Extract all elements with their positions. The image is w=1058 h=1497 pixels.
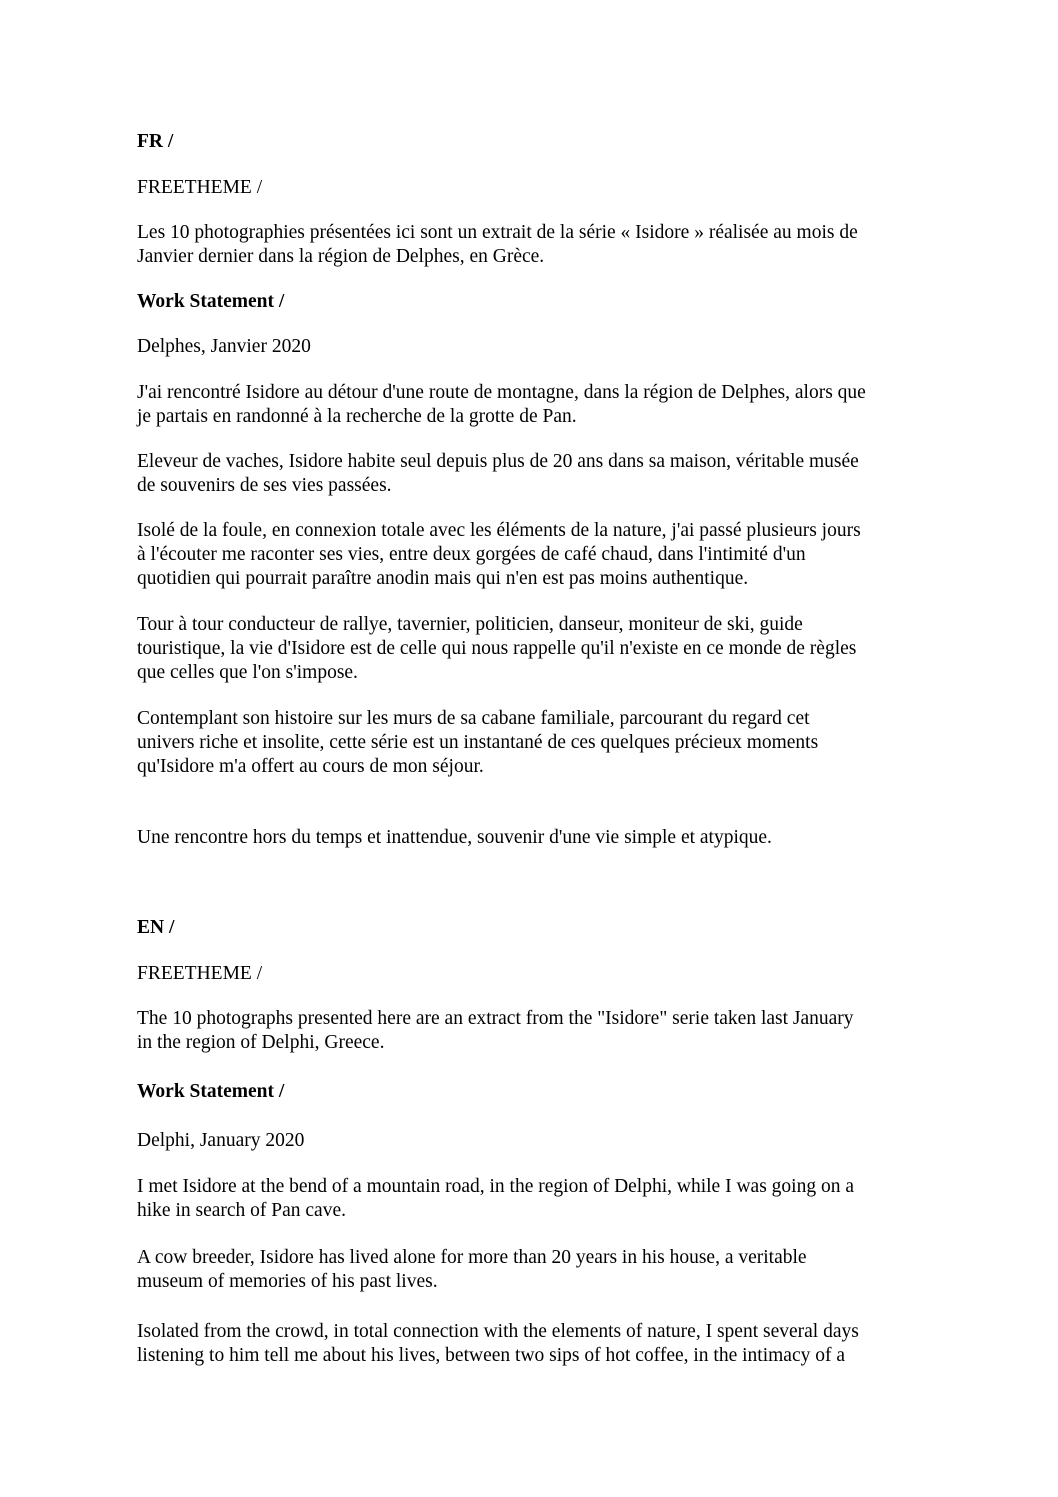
fr-heading: FR / xyxy=(137,131,174,152)
text-line: Contemplant son histoire sur les murs de sa cabane familiale, parcourant du regard cet xyxy=(137,708,810,729)
text-line: in the region of Delphi, Greece. xyxy=(137,1032,385,1053)
text-line: Isolé de la foule, en connexion totale avec les éléments de la nature, j'ai passé plusieurs jours xyxy=(137,520,861,541)
text-line: touristique, la vie d'Isidore est de celle qui nous rappelle qu'il n'existe en ce monde de règles xyxy=(137,638,857,659)
fr-statement-heading: Work Statement / xyxy=(137,291,285,312)
text-line: listening to him tell me about his lives, between two sips of hot coffee, in the intimacy of a xyxy=(137,1345,845,1366)
text-line: à l'écouter me raconter ses vies, entre deux gorgées de café chaud, dans l'intimité d'un xyxy=(137,544,806,565)
en-paragraph xyxy=(137,1175,927,1223)
en-intro-paragraph xyxy=(137,1007,927,1055)
text-line: A cow breeder, Isidore has lived alone for more than 20 years in his house, a veritable xyxy=(137,1247,807,1268)
text-line: univers riche et insolite, cette série est un instantané de ces quelques précieux moments xyxy=(137,732,819,753)
text-line: quotidien qui pourrait paraître anodin mais qui n'en est pas moins authentique. xyxy=(137,568,749,589)
fr-theme: FREETHEME / xyxy=(137,177,263,198)
en-place-date: Delphi, January 2020 xyxy=(137,1130,305,1151)
text-line: I met Isidore at the bend of a mountain road, in the region of Delphi, while I was going on a xyxy=(137,1176,854,1197)
text-line: Janvier dernier dans la région de Delphes, en Grèce. xyxy=(137,246,545,267)
en-heading: EN / xyxy=(137,917,175,938)
text-line: Isolated from the crowd, in total connection with the elements of nature, I spent several days xyxy=(137,1321,859,1342)
text-line: J'ai rencontré Isidore au détour d'une route de montagne, dans la région de Delphes, alors que xyxy=(137,382,866,403)
text-line: museum of memories of his past lives. xyxy=(137,1271,438,1292)
en-paragraph xyxy=(137,1246,927,1294)
fr-paragraph xyxy=(137,613,927,685)
text-line: que celles que l'on s'impose. xyxy=(137,662,358,683)
text-line: The 10 photographs presented here are an extract from the "Isidore" serie taken last January xyxy=(137,1008,854,1029)
en-paragraph xyxy=(137,1320,927,1368)
text-line: Tour à tour conducteur de rallye, tavernier, politicien, danseur, moniteur de ski, guide xyxy=(137,614,803,635)
text-line: hike in search of Pan cave. xyxy=(137,1200,346,1221)
fr-paragraph xyxy=(137,450,927,498)
en-theme: FREETHEME / xyxy=(137,963,263,984)
text-line: je partais en randonné à la recherche de la grotte de Pan. xyxy=(137,406,577,427)
en-statement-heading: Work Statement / xyxy=(137,1081,285,1102)
fr-intro-paragraph xyxy=(137,221,927,269)
fr-paragraph xyxy=(137,707,927,779)
text-line: Eleveur de vaches, Isidore habite seul depuis plus de 20 ans dans sa maison, véritable musée xyxy=(137,451,859,472)
text-line: qu'Isidore m'a offert au cours de mon séjour. xyxy=(137,756,484,777)
fr-paragraph xyxy=(137,519,927,591)
text-line: Les 10 photographies présentées ici sont un extrait de la série « Isidore » réalisée au mois de xyxy=(137,222,858,243)
text-line: de souvenirs de ses vies passées. xyxy=(137,475,392,496)
fr-paragraph xyxy=(137,381,927,429)
fr-place-date: Delphes, Janvier 2020 xyxy=(137,336,311,357)
fr-closing: Une rencontre hors du temps et inattendue, souvenir d'une vie simple et atypique. xyxy=(137,827,772,848)
